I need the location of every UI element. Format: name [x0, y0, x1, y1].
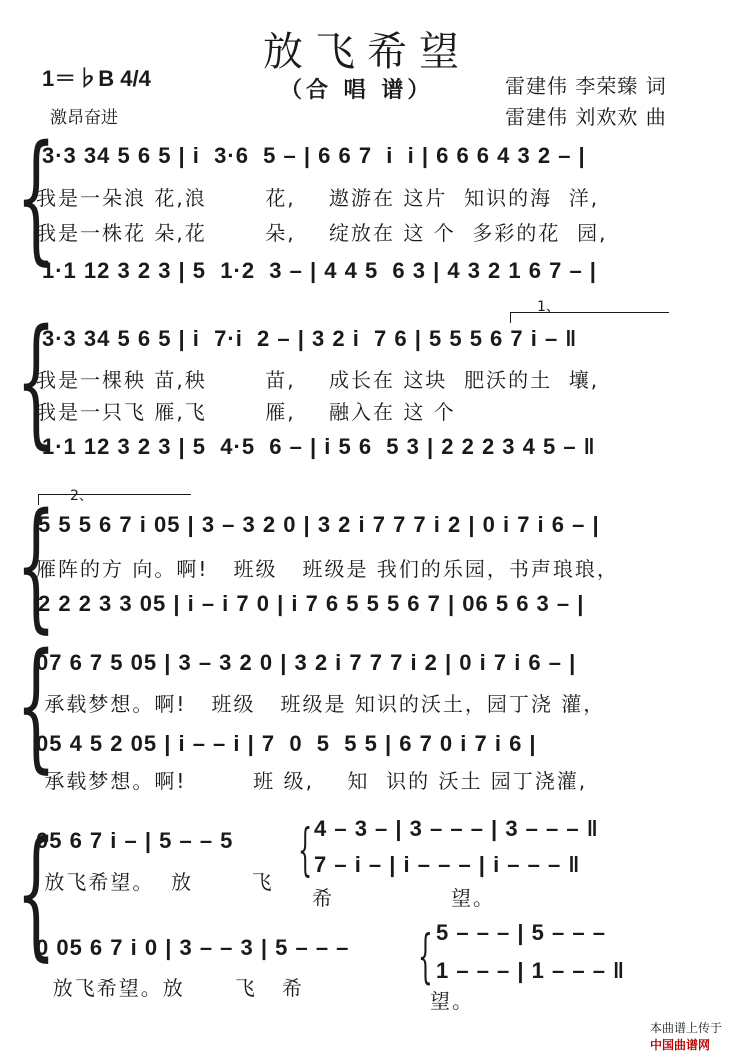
- upload-footer: [642, 1005, 722, 1053]
- lower-notes: 1·1 12 3 2 3 | 5 1·2 3 – | 4 4 5 6 3 | 4 3 2 1 6 7 – |: [42, 258, 597, 283]
- lower-notes: 2 2 2 3 3 05 | i – i 7 0 | i 7 6 5 5 5 6 7 | 06 5 6 3 – |: [38, 591, 585, 616]
- volta-label: 1、: [537, 299, 560, 315]
- volta-bracket: [510, 312, 669, 323]
- lyric-split: 希 望。: [312, 886, 496, 910]
- lyric-verse-2: 我是一只飞 雁,飞 雁, 融入在 这 个: [36, 400, 456, 424]
- lyric-verse-2-end: 望。: [430, 989, 474, 1013]
- footer-site-logo: 中国曲谱网: [649, 1038, 710, 1052]
- subtitle: （合 唱 谱）: [280, 78, 434, 103]
- upper-split-b: 7 – i – | i – – – | i – – – ‖: [314, 852, 581, 877]
- lower-notes: 1·1 12 3 2 3 | 5 4·5 6 – | i 5 6 5 3 | 2 2 2 3 4 5 – ‖: [42, 434, 596, 459]
- volta-label: 2、: [70, 488, 93, 504]
- lower-notes: 0 05 6 7 i 0 | 3 – – 3 | 5 – – –: [36, 935, 350, 960]
- system-brace: {: [16, 484, 57, 647]
- volta-bracket: [38, 494, 191, 505]
- lyric-verse-1: 承载梦想。啊! 班级 班级是 知识的沃土，园丁浇 灌，: [36, 692, 606, 716]
- system-brace: {: [16, 624, 57, 787]
- composer-credit: 雷建伟 刘欢欢 曲: [505, 105, 667, 129]
- lyric-verse-2: 我是一株花 朵,花 朵, 绽放在 这 个 多彩的花 园,: [36, 221, 608, 245]
- split-brace: {: [418, 922, 433, 990]
- key-signature: 1＝♭B 4/4: [42, 66, 151, 91]
- split-brace: {: [298, 818, 313, 883]
- lyric-verse-2: 放飞希望。放 飞 希: [36, 976, 304, 1000]
- lyric-verse-2: 承载梦想。啊! 班 级, 知 识的 沃土 园丁浇灌,: [36, 769, 588, 793]
- lower-split-b: 1 – – – | 1 – – – ‖: [436, 958, 625, 983]
- footer-prefix: 本曲谱上传于: [649, 1021, 722, 1035]
- upper-notes: 3·3 34 5 6 5 | i 3·6 5 – | 6 6 7 i i | 6 6 6 4 3 2 – |: [42, 143, 586, 168]
- upper-notes: 05 6 7 i – | 5 – – 5: [36, 828, 234, 853]
- lyricist-credit: 雷建伟 李荣臻 词: [505, 74, 667, 98]
- lyric-verse-1: 我是一棵秧 苗,秧 苗, 成长在 这块 肥沃的土 壤,: [36, 368, 600, 392]
- tempo-marking: 激昂奋进: [50, 108, 118, 128]
- upper-notes: 3·3 34 5 6 5 | i 7·i 2 – | 3 2 i 7 6 | 5 5 5 6 7 i – ‖: [42, 326, 578, 351]
- lower-notes: 05 4 5 2 05 | i – – i | 7 0 5 5 5 | 6 7 0 i 7 i 6 |: [36, 731, 537, 756]
- lyric-verse-1: 我是一朵浪 花,浪 花, 遨游在 这片 知识的海 洋,: [36, 186, 600, 210]
- upper-notes: 07 6 7 5 05 | 3 – 3 2 0 | 3 2 i 7 7 7 i 2 | 0 i 7 i 6 – |: [36, 650, 577, 675]
- lyric-verse-1: 雁阵的方 向。啊! 班级 班级是 我们的乐园，书声琅琅，: [36, 557, 619, 581]
- system-brace: {: [16, 300, 57, 463]
- upper-split-a: 4 – 3 – | 3 – – – | 3 – – – ‖: [314, 816, 599, 841]
- upper-notes: 5 5 5 6 7 i 05 | 3 – 3 2 0 | 3 2 i 7 7 7 i 2 | 0 i 7 i 6 – |: [38, 512, 600, 537]
- system-brace: {: [16, 812, 57, 975]
- system-brace: {: [16, 116, 57, 279]
- lower-split-a: 5 – – – | 5 – – –: [436, 920, 606, 945]
- page-title: 放飞希望: [263, 29, 471, 75]
- lyric-verse-1: 放飞希望。 放 飞: [36, 870, 274, 894]
